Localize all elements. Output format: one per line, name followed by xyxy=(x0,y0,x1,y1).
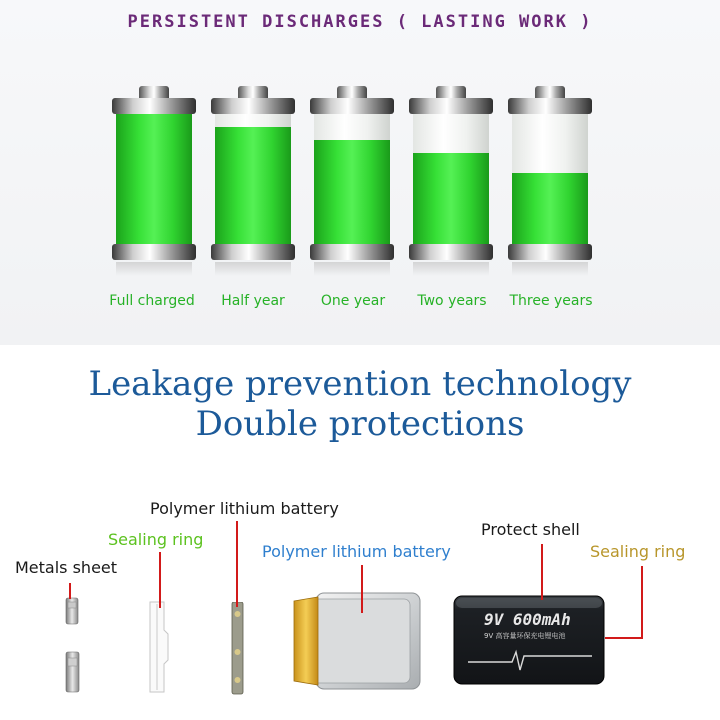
tech-title-line1: Leakage prevention technology xyxy=(88,364,632,404)
sealing-ring-right-pointer-elbow xyxy=(605,637,643,639)
sealing-ring-image xyxy=(146,600,172,700)
battery-top-ring xyxy=(310,98,394,114)
battery-body xyxy=(413,114,489,244)
battery-full-charged xyxy=(112,86,196,276)
sealing-ring-right-label: Sealing ring xyxy=(590,542,686,561)
metals-sheet-pointer xyxy=(69,583,71,599)
battery-reflection xyxy=(215,262,291,276)
battery-two-years xyxy=(409,86,493,276)
battery-body xyxy=(512,114,588,244)
battery-three-years xyxy=(508,86,592,276)
battery-charge-fill xyxy=(413,153,489,244)
battery-reflection xyxy=(413,262,489,276)
polymer-battery-top-label: Polymer lithium battery xyxy=(150,499,339,518)
battery-bottom-ring xyxy=(508,244,592,260)
battery-label: Half year xyxy=(221,293,285,309)
protection-board-image xyxy=(229,602,247,696)
battery-one-year xyxy=(310,86,394,276)
battery-top-ring xyxy=(112,98,196,114)
battery-top-ring xyxy=(508,98,592,114)
battery-label: Two years xyxy=(417,293,487,309)
battery-reflection xyxy=(116,262,192,276)
battery-charge-fill xyxy=(116,114,192,244)
sealing-ring-left-pointer xyxy=(159,552,161,608)
discharge-heading: PERSISTENT DISCHARGES ( LASTING WORK ) xyxy=(127,12,593,32)
battery-label: Three years xyxy=(509,293,593,309)
battery-charge-fill xyxy=(314,140,390,244)
battery-top-ring xyxy=(409,98,493,114)
battery-print-sub: 9V 高容量环保充电锂电池 xyxy=(484,632,566,640)
battery-bottom-ring xyxy=(409,244,493,260)
battery-bottom-ring xyxy=(310,244,394,260)
polymer-battery-blue-label: Polymer lithium battery xyxy=(262,542,451,561)
battery-cap xyxy=(139,86,169,98)
battery-cap xyxy=(535,86,565,98)
battery-print-main: 9V 600mAh xyxy=(484,610,571,629)
battery-cap xyxy=(337,86,367,98)
polymer-battery-image xyxy=(288,589,424,693)
protect-shell-pointer xyxy=(541,544,543,600)
battery-reflection xyxy=(512,262,588,276)
battery-top-ring xyxy=(211,98,295,114)
battery-charge-fill xyxy=(215,127,291,244)
battery-label: One year xyxy=(320,293,386,309)
battery-body xyxy=(215,114,291,244)
battery-cap xyxy=(238,86,268,98)
polymer-top-pointer xyxy=(236,521,238,607)
battery-half-year xyxy=(211,86,295,276)
sealing-ring-right-pointer xyxy=(641,566,643,638)
polymer-blue-pointer xyxy=(361,565,363,613)
battery-reflection xyxy=(314,262,390,276)
tech-title-line2: Double protections xyxy=(195,404,525,444)
sealing-ring-left-label: Sealing ring xyxy=(108,530,204,549)
battery-cap xyxy=(436,86,466,98)
protect-shell-label: Protect shell xyxy=(481,520,580,539)
metals-sheet-label: Metals sheet xyxy=(15,558,118,577)
battery-charge-fill xyxy=(512,173,588,245)
battery-body xyxy=(314,114,390,244)
battery-bottom-ring xyxy=(112,244,196,260)
battery-label: Full charged xyxy=(109,293,195,309)
battery-bottom-ring xyxy=(211,244,295,260)
metal-sheet-image xyxy=(62,596,84,696)
9v-battery-image xyxy=(452,594,606,688)
battery-body xyxy=(116,114,192,244)
